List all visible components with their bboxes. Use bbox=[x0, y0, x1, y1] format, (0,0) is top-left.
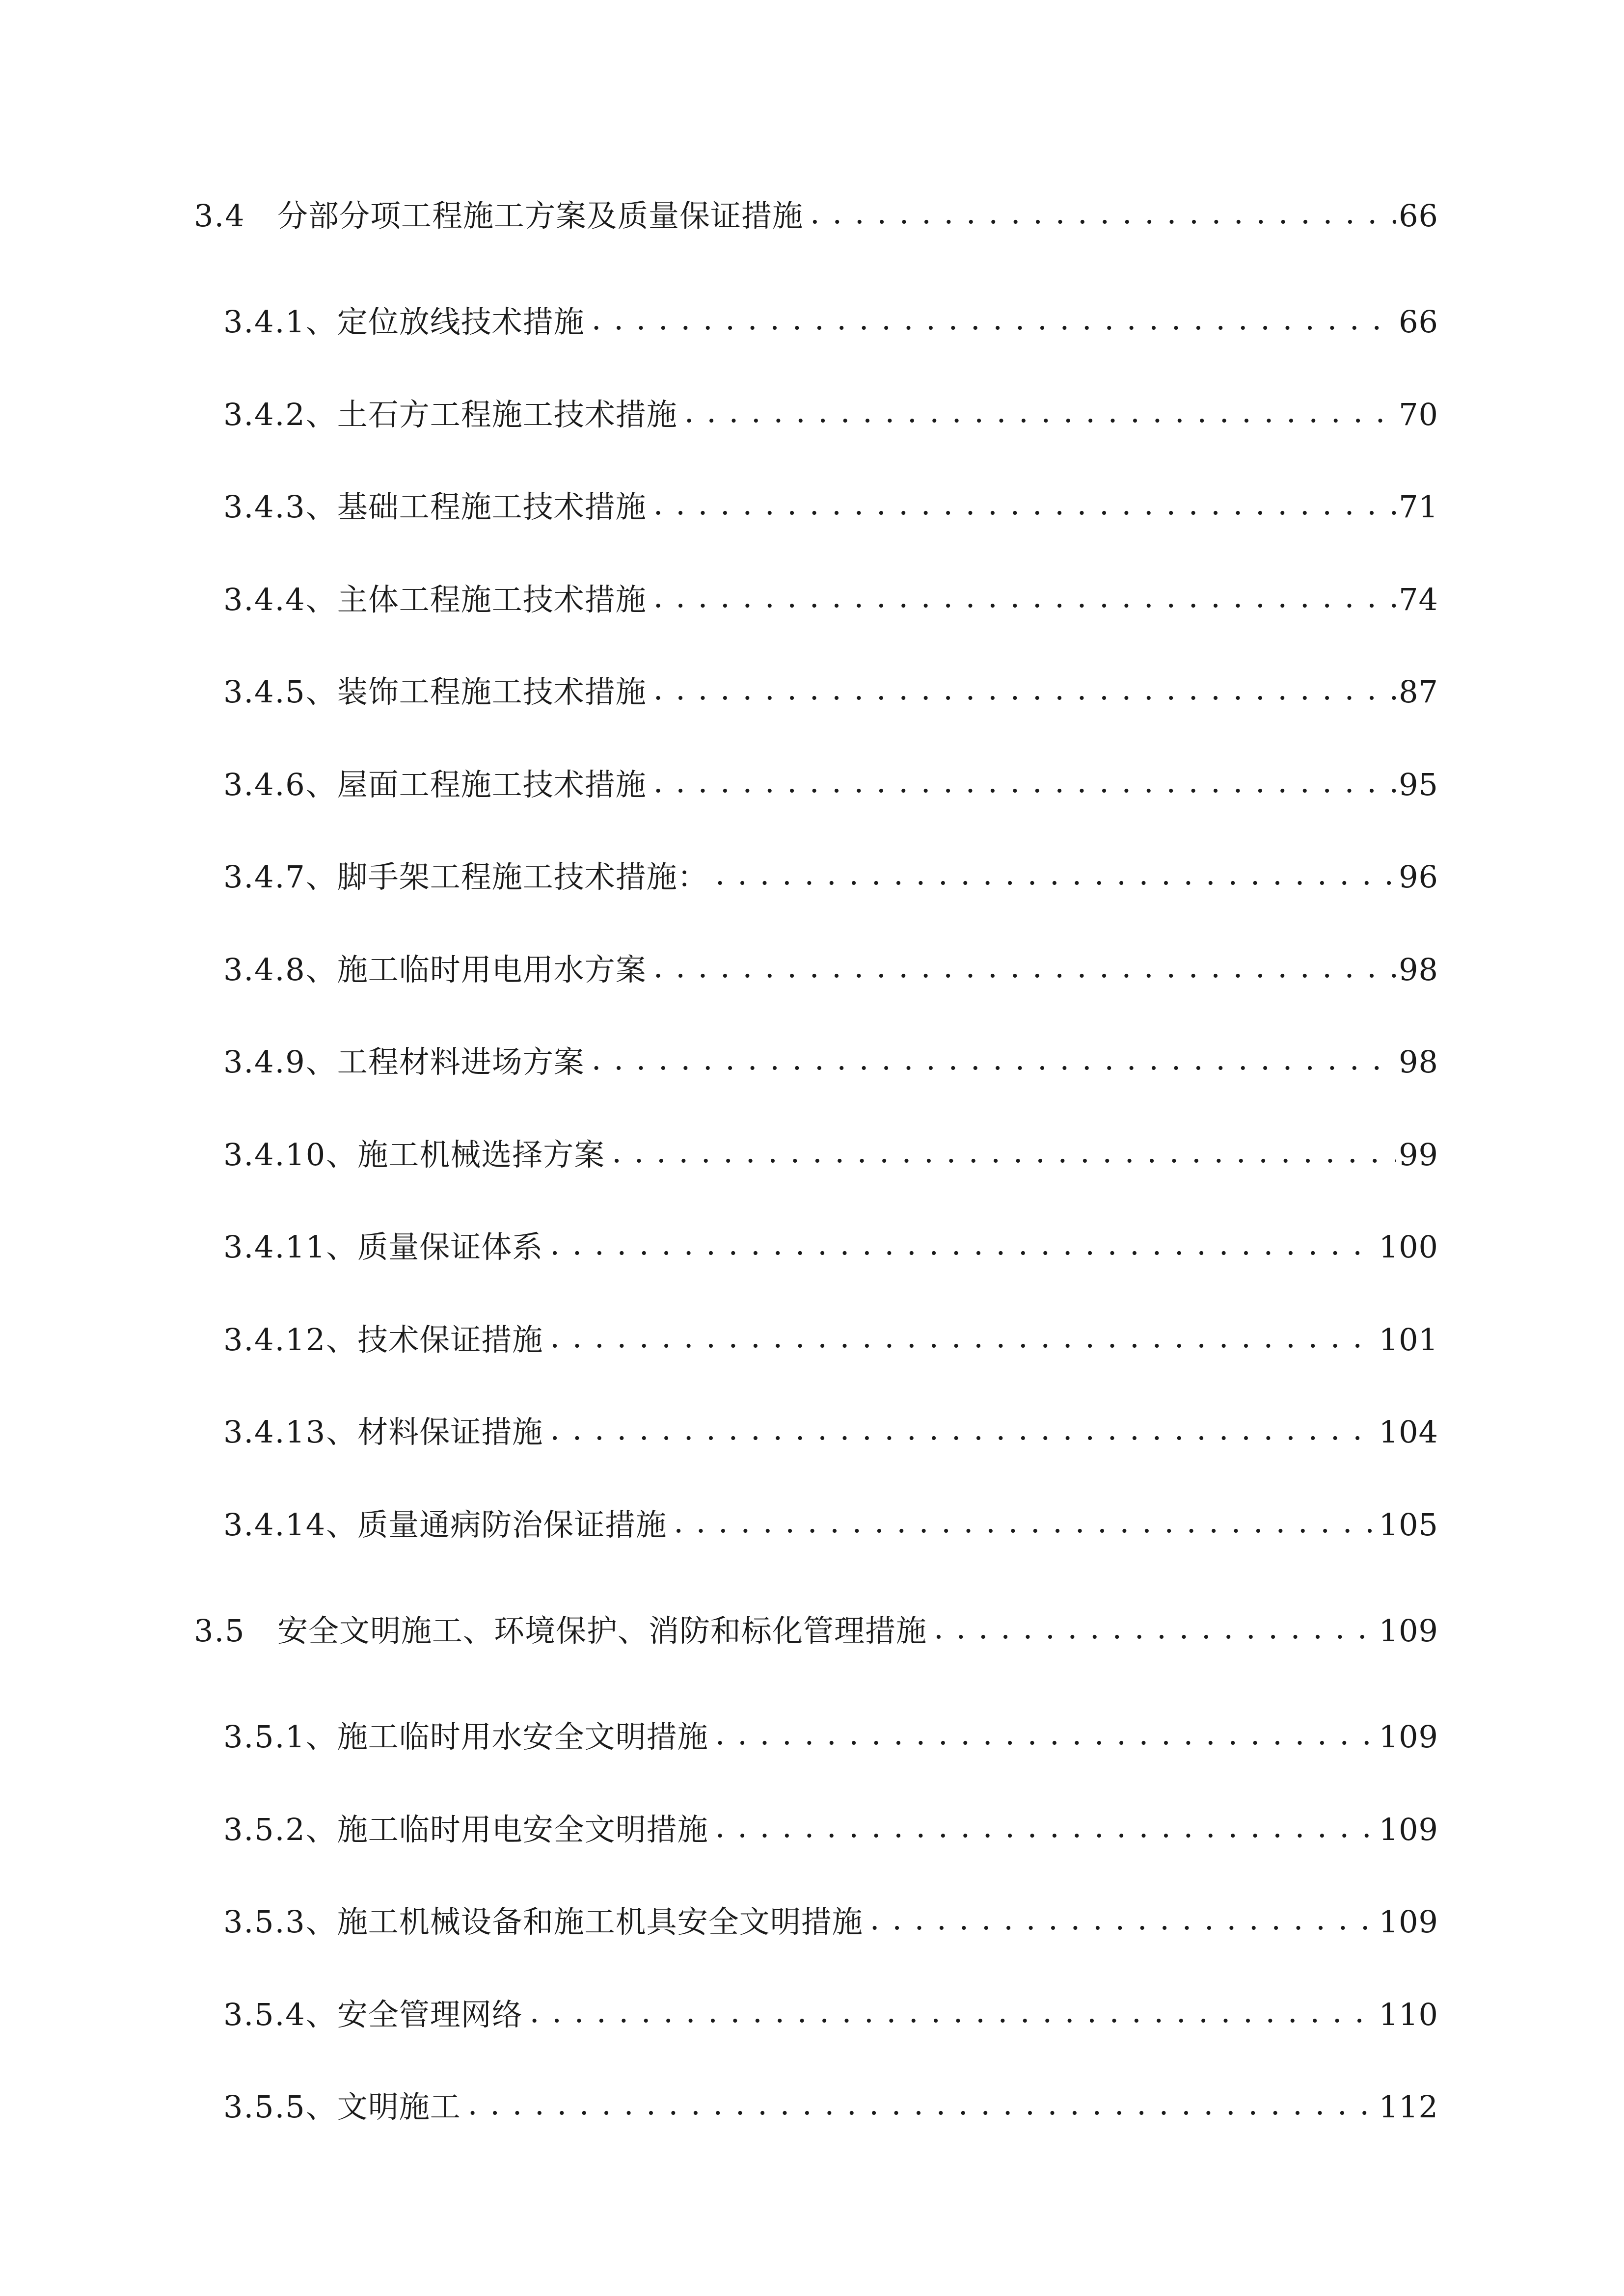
toc-dot-leader bbox=[653, 666, 1396, 713]
toc-entry-number: 3.5.4、 bbox=[223, 1997, 337, 2032]
toc-entry-page: 95 bbox=[1399, 767, 1438, 802]
toc-entry-title: 装饰工程施工技术措施 bbox=[337, 674, 647, 710]
toc-entry-page: 87 bbox=[1399, 674, 1438, 710]
toc-entry-3-5-4[interactable] bbox=[223, 1991, 1438, 2038]
toc-entry-3-4-7[interactable] bbox=[223, 854, 1438, 901]
toc-entry-3-4-8[interactable] bbox=[223, 946, 1438, 993]
toc-entry-number: 3.4.10、 bbox=[223, 1137, 358, 1173]
toc-entry-page: 70 bbox=[1399, 397, 1438, 432]
toc-dot-leader bbox=[653, 758, 1396, 805]
toc-entry-3-5-5[interactable] bbox=[223, 2083, 1438, 2131]
toc-entry-page: 109 bbox=[1379, 1812, 1438, 1847]
toc-entry-3-5-3[interactable] bbox=[223, 1898, 1438, 1946]
toc-entry-page: 100 bbox=[1379, 1229, 1438, 1265]
toc-entry-3-4-10[interactable] bbox=[223, 1131, 1438, 1178]
toc-dot-leader bbox=[653, 573, 1396, 620]
toc-entry-number: 3.4.5、 bbox=[223, 674, 337, 710]
toc-entry-title: 主体工程施工技术措施 bbox=[337, 582, 647, 617]
toc-entry-3-4-13[interactable] bbox=[223, 1409, 1438, 1456]
toc-entry-page: 98 bbox=[1399, 952, 1438, 988]
toc-dot-leader bbox=[530, 1988, 1376, 2035]
toc-entry-3-4-4[interactable] bbox=[223, 576, 1438, 623]
toc-entry-page: 96 bbox=[1399, 859, 1438, 895]
toc-entry-3-4[interactable] bbox=[194, 192, 1438, 240]
toc-dot-leader bbox=[715, 851, 1396, 898]
toc-entry-number: 3.5 bbox=[194, 1613, 245, 1649]
toc-entry-title: 脚手架工程施工技术措施： bbox=[337, 859, 708, 895]
toc-entry-title: 施工临时用水安全文明措施 bbox=[337, 1719, 708, 1755]
toc-dot-leader bbox=[653, 481, 1396, 528]
toc-entry-page: 98 bbox=[1399, 1044, 1438, 1080]
toc-entry-page: 101 bbox=[1379, 1322, 1438, 1358]
toc-entry-title: 质量通病防治保证措施 bbox=[357, 1507, 667, 1543]
toc-entry-number: 3.4.12、 bbox=[223, 1322, 358, 1358]
toc-dot-leader bbox=[684, 388, 1396, 435]
toc-dot-leader bbox=[715, 1710, 1376, 1758]
toc-entry-page: 74 bbox=[1399, 582, 1438, 617]
toc-entry-number: 3.4.14、 bbox=[223, 1507, 358, 1543]
toc-entry-page: 110 bbox=[1379, 1997, 1438, 2032]
toc-dot-leader bbox=[592, 295, 1396, 343]
toc-entry-3-4-3[interactable] bbox=[223, 483, 1438, 531]
toc-entry-title: 安全文明施工、环境保护、消防和标化管理措施 bbox=[277, 1613, 927, 1649]
toc-entry-number: 3.4.13、 bbox=[223, 1414, 358, 1450]
toc-entry-page: 66 bbox=[1399, 304, 1438, 340]
toc-entry-number: 3.5.5、 bbox=[223, 2089, 337, 2125]
toc-entry-page: 109 bbox=[1379, 1904, 1438, 1940]
toc-entry-title: 工程材料进场方案 bbox=[337, 1044, 585, 1080]
toc-entry-page: 66 bbox=[1399, 198, 1438, 234]
toc-entry-title: 材料保证措施 bbox=[357, 1414, 543, 1450]
toc-entry-3-4-12[interactable] bbox=[223, 1316, 1438, 1363]
toc-entry-number: 3.4.3、 bbox=[223, 489, 337, 525]
toc-entry-number: 3.4.8、 bbox=[223, 952, 337, 988]
toc-entry-3-4-6[interactable] bbox=[223, 761, 1438, 808]
toc-entry-number: 3.4 bbox=[194, 198, 245, 234]
toc-dot-leader bbox=[653, 943, 1396, 990]
toc-entry-page: 105 bbox=[1379, 1507, 1438, 1543]
toc-entry-title: 定位放线技术措施 bbox=[337, 304, 585, 340]
toc-entry-3-4-2[interactable] bbox=[223, 391, 1438, 438]
toc-entry-title: 施工临时用电安全文明措施 bbox=[337, 1812, 708, 1847]
toc-entry-number: 3.4.11、 bbox=[223, 1229, 358, 1265]
toc-entry-3-4-9[interactable] bbox=[223, 1039, 1438, 1086]
toc-entry-title: 施工机械设备和施工机具安全文明措施 bbox=[337, 1904, 863, 1940]
toc-entry-number: 3.4.4、 bbox=[223, 582, 337, 617]
toc-entry-number: 3.4.7、 bbox=[223, 859, 337, 895]
toc-entry-number: 3.5.1、 bbox=[223, 1719, 337, 1755]
toc-entry-title: 安全管理网络 bbox=[337, 1997, 523, 2032]
toc-entry-page: 71 bbox=[1399, 489, 1438, 525]
toc-dot-leader bbox=[592, 1036, 1396, 1083]
toc-entry-3-4-1[interactable] bbox=[223, 298, 1438, 346]
toc-entry-number: 3.5.3、 bbox=[223, 1904, 337, 1940]
toc-entry-title: 基础工程施工技术措施 bbox=[337, 489, 647, 525]
toc-dot-leader bbox=[550, 1406, 1376, 1453]
toc-entry-page: 104 bbox=[1379, 1414, 1438, 1450]
toc-dot-leader bbox=[715, 1803, 1376, 1850]
toc-entry-number: 3.4.9、 bbox=[223, 1044, 337, 1080]
toc-entry-3-5[interactable] bbox=[194, 1607, 1438, 1655]
toc-entry-3-4-5[interactable] bbox=[223, 668, 1438, 716]
toc-entry-title: 施工临时用电用水方案 bbox=[337, 952, 647, 988]
toc-entry-title: 文明施工 bbox=[337, 2089, 461, 2125]
toc-entry-3-4-11[interactable] bbox=[223, 1224, 1438, 1271]
toc-entry-3-4-14[interactable] bbox=[223, 1501, 1438, 1548]
toc-entry-number: 3.5.2、 bbox=[223, 1812, 337, 1847]
toc-dot-leader bbox=[810, 189, 1396, 237]
toc-entry-number: 3.4.2、 bbox=[223, 397, 337, 432]
toc-dot-leader bbox=[870, 1896, 1376, 1943]
toc-entry-number: 3.4.1、 bbox=[223, 304, 337, 340]
toc-dot-leader bbox=[612, 1128, 1396, 1175]
toc-entry-page: 112 bbox=[1379, 2089, 1438, 2125]
toc-entry-page: 109 bbox=[1379, 1613, 1438, 1649]
toc-entry-title: 技术保证措施 bbox=[357, 1322, 543, 1358]
toc-entry-title: 分部分项工程施工方案及质量保证措施 bbox=[277, 198, 804, 234]
toc-entry-page: 109 bbox=[1379, 1719, 1438, 1755]
toc-dot-leader bbox=[674, 1498, 1376, 1546]
toc-entry-title: 土石方工程施工技术措施 bbox=[337, 397, 677, 432]
toc-dot-leader bbox=[550, 1313, 1376, 1361]
toc-entry-page: 99 bbox=[1399, 1137, 1438, 1173]
toc-entry-title: 屋面工程施工技术措施 bbox=[337, 767, 647, 802]
toc-entry-number: 3.4.6、 bbox=[223, 767, 337, 802]
toc-entry-title: 质量保证体系 bbox=[357, 1229, 543, 1265]
toc-entry-3-5-1[interactable] bbox=[223, 1713, 1438, 1761]
toc-dot-leader bbox=[934, 1604, 1376, 1652]
toc-entry-title: 施工机械选择方案 bbox=[357, 1137, 605, 1173]
toc-dot-leader bbox=[468, 2081, 1376, 2128]
toc-dot-leader bbox=[550, 1221, 1376, 1268]
toc-entry-3-5-2[interactable] bbox=[223, 1806, 1438, 1853]
